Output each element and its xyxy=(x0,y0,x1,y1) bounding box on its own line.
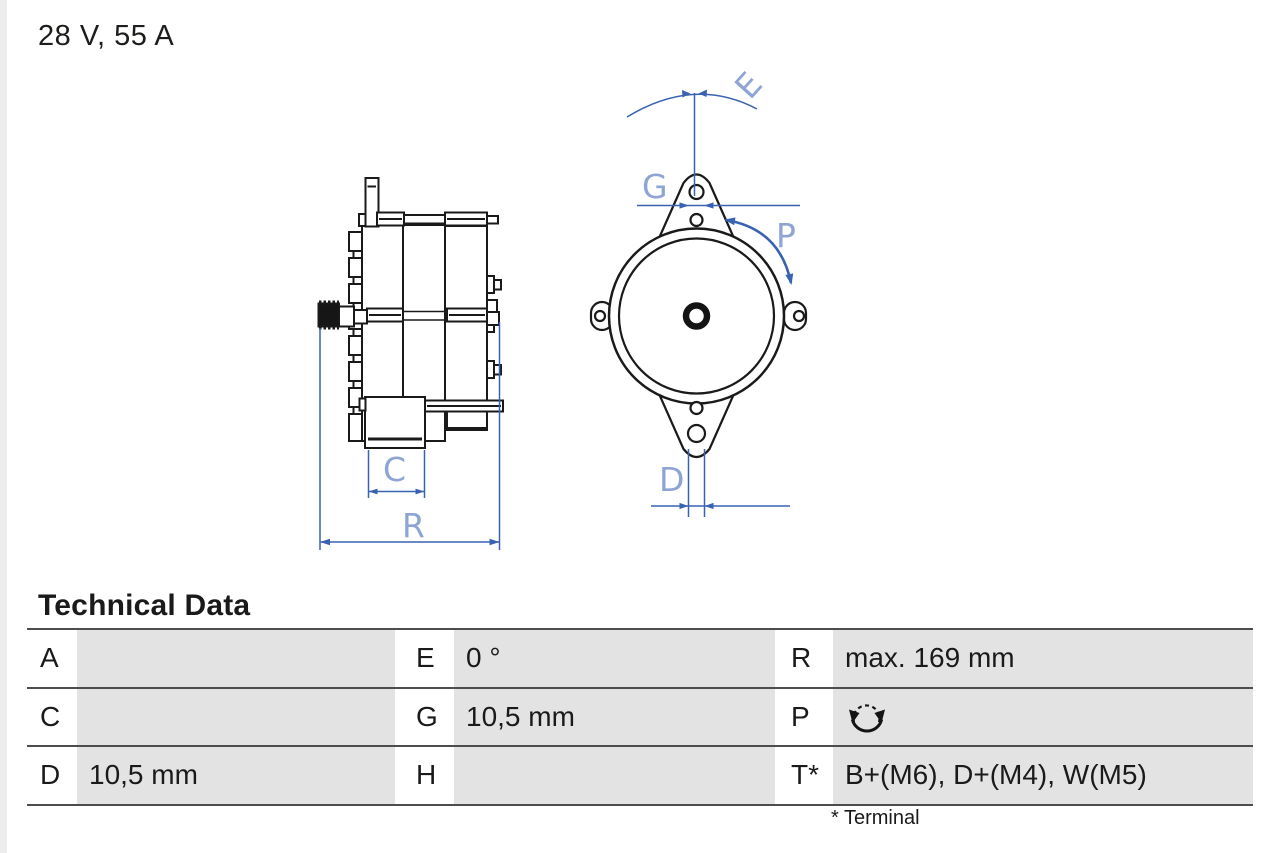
cell-label-R: R xyxy=(775,630,833,687)
cell-value-R: max. 169 mm xyxy=(833,630,1253,687)
technical-data-table xyxy=(27,628,1253,806)
dim-label-e: E xyxy=(726,64,770,107)
table-row xyxy=(27,630,1253,689)
shaft-center-hole xyxy=(686,306,707,327)
table-row xyxy=(27,689,1253,748)
cell-label-P: P xyxy=(775,689,833,746)
cell-value-P xyxy=(833,689,1253,746)
cell-label-E: E xyxy=(395,630,454,687)
front-view-drawing xyxy=(591,175,806,458)
technical-data-heading: Technical Data xyxy=(38,589,251,622)
cell-value-A xyxy=(77,630,395,687)
dim-label-p: P xyxy=(776,216,796,255)
rotation-direction-icon xyxy=(845,697,889,737)
top-through-bolt xyxy=(377,213,498,226)
cell-label-G: G xyxy=(395,689,454,746)
dim-label-d: D xyxy=(659,460,685,499)
e-swing-arc xyxy=(627,94,757,117)
front-housing xyxy=(445,226,487,430)
side-view-dim-labels xyxy=(383,450,425,545)
bottom-lug-hole-inner xyxy=(691,402,703,414)
table-row xyxy=(27,747,1253,806)
cell-label-C: C xyxy=(27,689,77,746)
dim-label-r: R xyxy=(402,506,425,545)
top-lug-hole-inner xyxy=(691,214,703,226)
cell-label-A: A xyxy=(27,630,77,687)
terminal-footnote: * Terminal xyxy=(831,807,920,829)
cell-value-G: 10,5 mm xyxy=(454,689,775,746)
bottom-lug-side xyxy=(360,397,426,448)
cell-value-C xyxy=(77,689,395,746)
cell-value-D: 10,5 mm xyxy=(77,747,395,804)
cell-value-E: 0 ° xyxy=(454,630,775,687)
bottom-lug-hole-outer xyxy=(688,425,705,442)
left-ear-hole xyxy=(595,311,605,321)
cell-value-T: B+(M6), D+(M4), W(M5) xyxy=(833,747,1253,804)
cell-label-T: T* xyxy=(775,747,833,804)
cell-value-H xyxy=(454,747,775,804)
top-lug-hole-outer xyxy=(690,185,704,199)
product-rating-text: 28 V, 55 A xyxy=(38,20,175,52)
cell-label-D: D xyxy=(27,747,77,804)
right-ear-hole xyxy=(794,311,804,321)
dim-label-g: G xyxy=(642,167,668,206)
side-view-drawing xyxy=(319,178,504,448)
dim-label-c: C xyxy=(383,450,407,489)
cell-label-H: H xyxy=(395,747,454,804)
